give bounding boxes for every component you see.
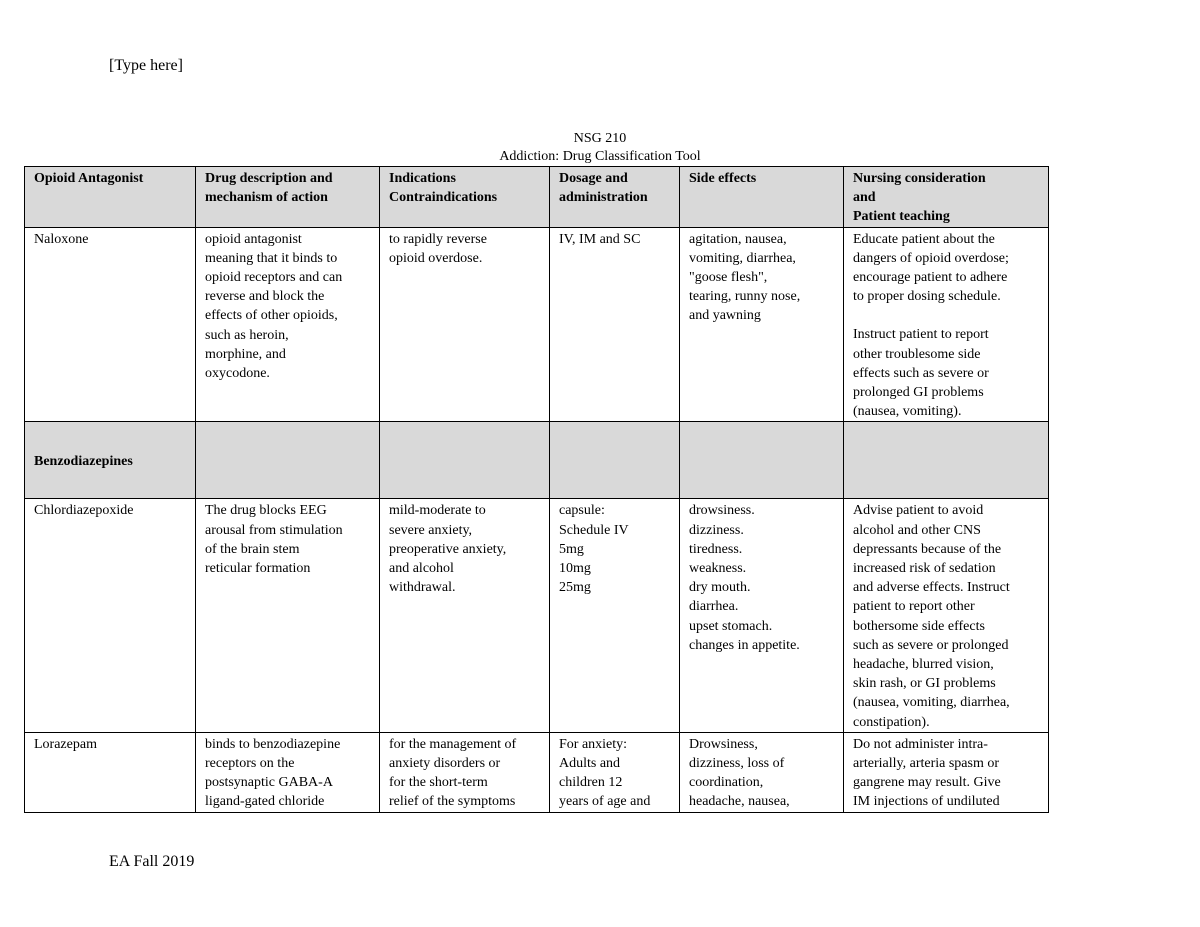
section-empty-cell (380, 422, 550, 499)
page-footer: EA Fall 2019 (109, 853, 195, 870)
drug-name-cell: Lorazepam (25, 732, 196, 812)
header-drug-class: Opioid Antagonist (25, 167, 196, 228)
document-title (0, 130, 1200, 166)
nursing-cell: Do not administer intra- arterially, arteria spasm or gangrene may result. Give IM injections of undiluted (844, 732, 1049, 812)
course-title: NSG 210 (573, 131, 627, 146)
description-cell: binds to benzodiazepine receptors on the postsynaptic GABA-A ligand-gated chloride (196, 732, 380, 812)
header-indications: Indications Contraindications (380, 167, 550, 228)
nursing-cell: Educate patient about the dangers of opioid overdose; encourage patient to adhere to proper dosing schedule. Instruct patient to report other troublesome side effects such as severe or prolonged GI problems (nausea, vomiting). (844, 227, 1049, 422)
table-row (25, 732, 1049, 812)
section-label: Benzodiazepines (25, 422, 196, 499)
drug-name-cell: Naloxone (25, 227, 196, 422)
dosage-cell: IV, IM and SC (550, 227, 680, 422)
page-header: [Type here] (109, 57, 183, 74)
description-cell: opioid antagonist meaning that it binds to opioid receptors and can reverse and block the effects of other opioids, such as heroin, morphine, and oxycodone. (196, 227, 380, 422)
description-cell: The drug blocks EEG arousal from stimulation of the brain stem reticular formation (196, 499, 380, 732)
indications-cell: to rapidly reverse opioid overdose. (380, 227, 550, 422)
nursing-cell: Advise patient to avoid alcohol and other CNS depressants because of the increased risk of sedation and adverse effects. Instruct patient to report other bothersome side effects such as severe or prolonged headache, blurred vision, skin rash, or GI problems (nausea, vomiting, diarrhea, constipation). (844, 499, 1049, 732)
header-nursing: Nursing consideration and Patient teaching (844, 167, 1049, 228)
indications-cell: mild-moderate to severe anxiety, preoperative anxiety, and alcohol withdrawal. (380, 499, 550, 732)
dosage-cell: capsule: Schedule IV 5mg 10mg 25mg (550, 499, 680, 732)
paragraph-gap (853, 306, 1042, 325)
section-empty-cell (550, 422, 680, 499)
table-row (25, 227, 1049, 422)
section-row (25, 422, 1049, 499)
dosage-cell: For anxiety: Adults and children 12 years of age and (550, 732, 680, 812)
tool-subtitle: Addiction: Drug Classification Tool (499, 149, 701, 164)
table-row (25, 499, 1049, 732)
indications-cell: for the management of anxiety disorders or for the short-term relief of the symptoms (380, 732, 550, 812)
drug-name-cell: Chlordiazepoxide (25, 499, 196, 732)
section-empty-cell (844, 422, 1049, 499)
side-effects-cell: drowsiness. dizziness. tiredness. weakness. dry mouth. diarrhea. upset stomach. changes in appetite. (680, 499, 844, 732)
side-effects-cell: agitation, nausea, vomiting, diarrhea, "goose flesh", tearing, runny nose, and yawning (680, 227, 844, 422)
header-dosage: Dosage and administration (550, 167, 680, 228)
header-description: Drug description and mechanism of action (196, 167, 380, 228)
header-side-effects: Side effects (680, 167, 844, 228)
section-empty-cell (196, 422, 380, 499)
section-empty-cell (680, 422, 844, 499)
drug-classification-table (24, 166, 1049, 813)
side-effects-cell: Drowsiness, dizziness, loss of coordination, headache, nausea, (680, 732, 844, 812)
table-header-row (25, 167, 1049, 228)
